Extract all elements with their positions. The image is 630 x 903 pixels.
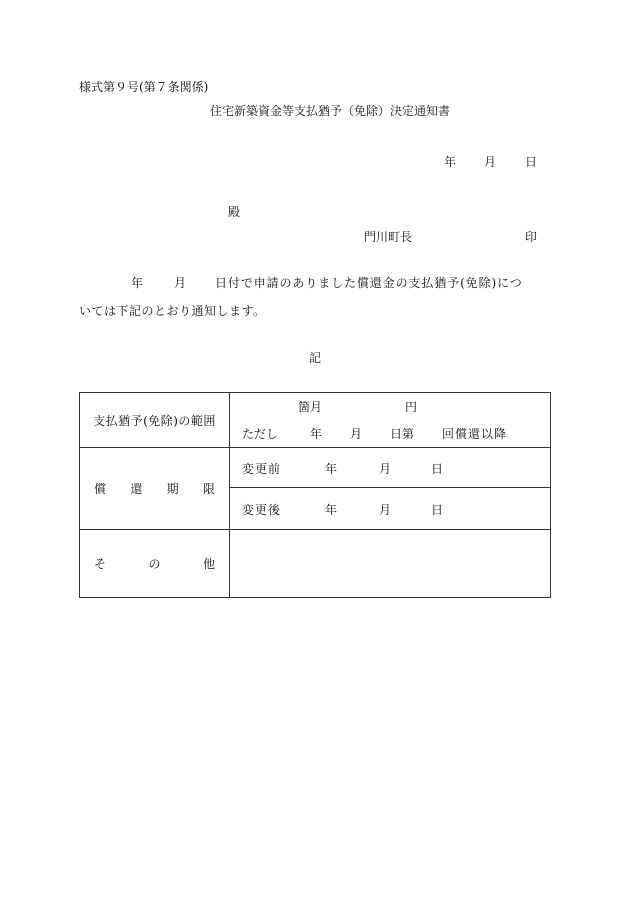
after-day-label: 日 xyxy=(431,503,444,517)
addressee-honorific: 殿 xyxy=(228,205,241,219)
scope-value-cell xyxy=(230,393,551,448)
scope-day-ordinal: 日第 xyxy=(390,427,415,441)
months-unit: 箇月 xyxy=(298,400,323,414)
before-value-cell xyxy=(230,448,551,488)
before-year-label: 年 xyxy=(325,462,338,476)
scope-label: 支払猶予(免除)の範囲 xyxy=(80,393,230,448)
after-value-cell xyxy=(230,488,551,530)
body-line-2: いては下記のとおり通知します。 xyxy=(79,304,266,318)
other-label-char: の xyxy=(148,557,161,571)
details-table xyxy=(79,392,551,598)
before-day-label: 日 xyxy=(431,462,444,476)
date-month-label: 月 xyxy=(484,155,497,169)
seal-mark: 印 xyxy=(525,230,538,244)
other-row xyxy=(80,530,551,598)
record-heading: 記 xyxy=(309,351,322,365)
period-label-char: 還 xyxy=(130,482,143,496)
yen-unit: 円 xyxy=(405,400,418,414)
period-label-char: 限 xyxy=(202,482,215,496)
before-label: 変更前 xyxy=(242,462,282,476)
period-before-row xyxy=(80,448,551,488)
other-label-char: 他 xyxy=(202,557,215,571)
other-label-char: そ xyxy=(94,557,107,571)
body-text-1: 日付で申請のありました償還金の支払猶予(免除)につ xyxy=(215,276,523,290)
scope-month-label: 月 xyxy=(350,427,363,441)
issuer-name: 門川町長 xyxy=(364,230,413,244)
scope-year-label: 年 xyxy=(310,427,323,441)
after-year-label: 年 xyxy=(325,503,338,517)
form-number: 様式第９号(第７条関係) xyxy=(79,80,209,94)
date-year-label: 年 xyxy=(444,155,457,169)
date-day-label: 日 xyxy=(525,155,538,169)
period-label-char: 償 xyxy=(94,482,107,496)
period-label xyxy=(80,448,230,530)
period-label-char: 期 xyxy=(166,482,179,496)
body-year-label: 年 xyxy=(131,276,144,290)
other-value-cell xyxy=(230,530,551,598)
scope-row xyxy=(80,393,551,448)
other-label xyxy=(80,530,230,598)
document-title: 住宅新築資金等支払猶予（免除）決定通知書 xyxy=(209,104,450,118)
after-label: 変更後 xyxy=(242,503,282,517)
before-month-label: 月 xyxy=(379,462,392,476)
after-month-label: 月 xyxy=(379,503,392,517)
body-month-label: 月 xyxy=(174,276,187,290)
installment-after-label: 回償還以降 xyxy=(442,427,508,441)
proviso-label: ただし xyxy=(242,427,279,441)
